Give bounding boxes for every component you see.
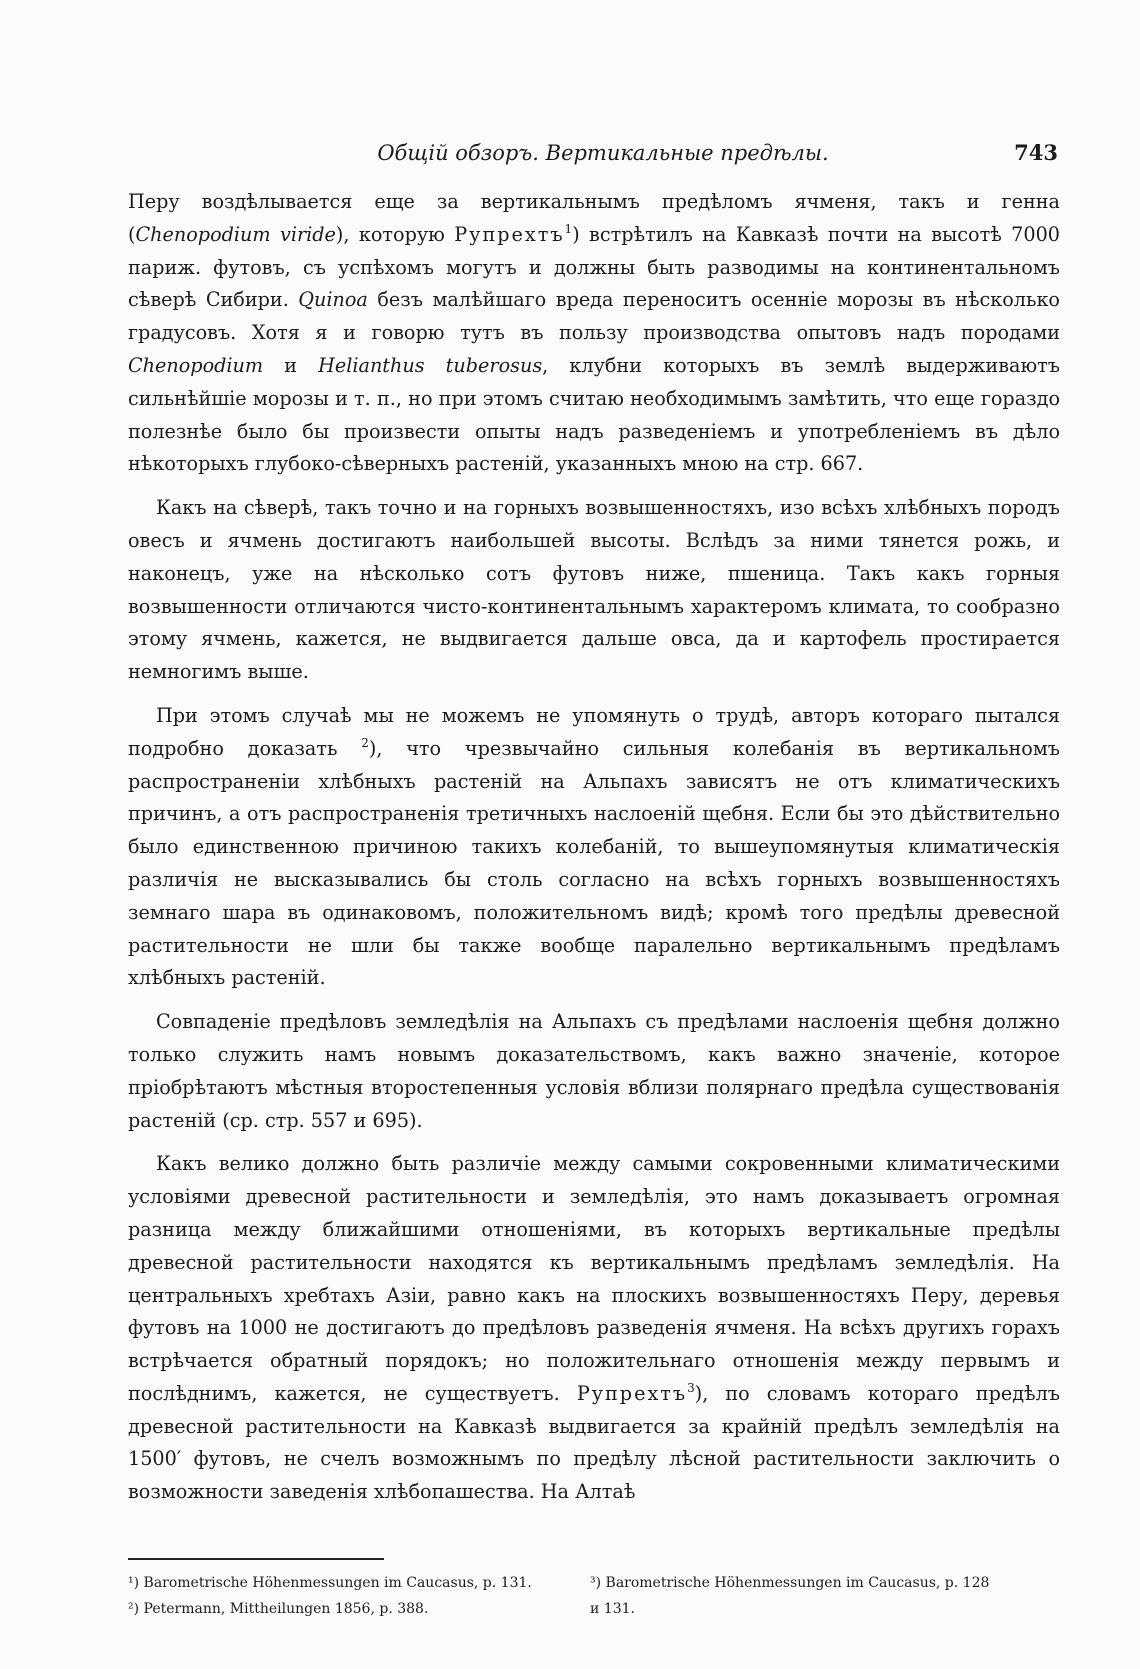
paragraph-2: Какъ на сѣверѣ, такъ точно и на горныхъ возвышенностяхъ, изо всѣхъ хлѣбныхъ породъ овесъ и ячмень достигаютъ наибольшей высоты. Вслѣдъ за ними тянется рожь, и наконецъ, уже на нѣсколько сотъ футовъ ниже, пшеница. Такъ какъ горныя возвышенности отличаются чисто-континентальнымъ характеромъ климата, то сообразно этому ячмень, кажется, не выдвигается дальше овса, да и картофель простирается немногимъ выше. xyxy=(128,496,1060,684)
footnote-3: ³) Barometrische Höhenmessungen im Caucasus, p. 128 xyxy=(590,1575,990,1591)
paragraph-1 xyxy=(128,186,1060,481)
paragraph-4: Совпаденіе предѣловъ земледѣлія на Альпахъ съ предѣлами наслоенія щебня должно только служить намъ новымъ доказательствомъ, какъ важно значеніе, которое пріобрѣтаютъ мѣстныя второстепенныя условія вблизи полярнаго предѣла существованія растеній (ср. стр. 557 и 695). xyxy=(128,1010,1060,1132)
footnote-divider xyxy=(128,1558,384,1560)
latin-term: Helianthus tuberosus xyxy=(318,353,543,377)
latin-term: Quinoa xyxy=(298,288,368,312)
author-name: Рупрехтъ xyxy=(454,222,565,246)
latin-term: Chenopodium xyxy=(128,353,264,377)
footnote-ref: 2 xyxy=(361,735,369,750)
body-text xyxy=(128,186,1060,1509)
paragraph-5 xyxy=(128,1148,1060,1509)
paragraph-3 xyxy=(128,700,1060,995)
footnote-1: ¹) Barometrische Höhenmessungen im Caucasus, p. 131. xyxy=(128,1575,532,1591)
text-run: Какъ велико должно быть различіе между самыми сокровенными климатическими условіями древесной растительности и земледѣлія, это намъ доказываетъ огромная разница между ближайшими отношеніями, въ которыхъ вертикальные предѣлы древесной растительности находятся къ вертикальнымъ предѣламъ земледѣлія. На центральныхъ хребтахъ Азіи, равно какъ на плоскихъ возвышенностяхъ Перу, деревья футовъ на 1000 не достигаютъ до предѣловъ разведенія ячменя. На всѣхъ другихъ горахъ встрѣчается обратный порядокъ; но положительнаго отношенія между первымъ и послѣднимъ, кажется, не существуетъ. xyxy=(128,1152,1060,1405)
text-run: и xyxy=(263,353,319,377)
footnote-2: ²) Petermann, Mittheilungen 1856, p. 388. xyxy=(128,1601,429,1617)
text-run: , клубни которыхъ въ землѣ выдерживаютъ сильнѣйшіе морозы и т. п., но при этомъ считаю необходимымъ замѣтить, что еще гораздо полезнѣе было бы произвести опыты надъ разведеніемъ и употребленіемъ въ дѣло нѣкоторыхъ глубоко-сѣверныхъ растеній, указанныхъ мною на стр. 667. xyxy=(128,353,1060,476)
text-run: ), по словамъ котораго предѣлъ древесной растительности на Кавказѣ выдвигается за крайній предѣлъ земледѣлія на 1500′ футовъ, не счелъ возможнымъ по предѣлу лѣсной растительности заключить о возможности заведенія хлѣбопашества. На Алтаѣ xyxy=(128,1381,1060,1504)
footnote-3-continued: и 131. xyxy=(590,1601,635,1617)
text-run: ), что чрезвычайно сильныя колебанія въ вертикальномъ распространеніи хлѣбныхъ растеній на Альпахъ зависятъ не отъ климатическихъ причинъ, а отъ распространенія третичныхъ наслоеній щебня. Если бы это дѣйствительно было единственною причиною такихъ колебаній, то вышеупомянутыя климатическія различія не высказывались бы столь согласно на всѣхъ горныхъ возвышенностяхъ земнаго шара въ одинаковомъ, положительномъ видѣ; кромѣ того предѣлы древесной растительности не шли бы также вообще паралельно вертикальнымъ предѣламъ хлѣбныхъ растеній. xyxy=(128,736,1060,990)
footnote-ref: 1 xyxy=(564,221,573,236)
footnotes-left-column xyxy=(128,1570,568,1622)
text-run: безъ малѣйшаго вреда переноситъ осенніе морозы въ нѣсколько градусовъ. Хотя я и говорю тутъ въ пользу производства опытовъ надъ породами xyxy=(128,288,1060,345)
page-header xyxy=(148,133,1058,173)
running-title: Общій обзоръ. Вертикальные предѣлы. xyxy=(377,141,829,165)
footnotes-right-column xyxy=(590,1570,1060,1622)
text-run: Перу воздѣлывается еще за вертикальнымъ предѣломъ ячменя, такъ и генна ( xyxy=(128,190,1060,246)
text-run: ) встрѣтилъ на Кавказѣ почти на высотѣ 7000 париж. футовъ, съ успѣхомъ могутъ и должны быть разводимы на континентальномъ сѣверѣ Сибири. xyxy=(128,222,1060,312)
latin-term: Chenopodium viride xyxy=(135,222,336,246)
page-number: 743 xyxy=(1014,140,1058,165)
text-run: При этомъ случаѣ мы не можемъ не упомянуть о трудѣ, авторъ котораго пытался подробно доказать xyxy=(128,703,1060,760)
author-name: Рупрехтъ xyxy=(576,1381,688,1405)
text-run: ), которую xyxy=(335,222,455,246)
footnote-ref: 3 xyxy=(687,1380,695,1395)
